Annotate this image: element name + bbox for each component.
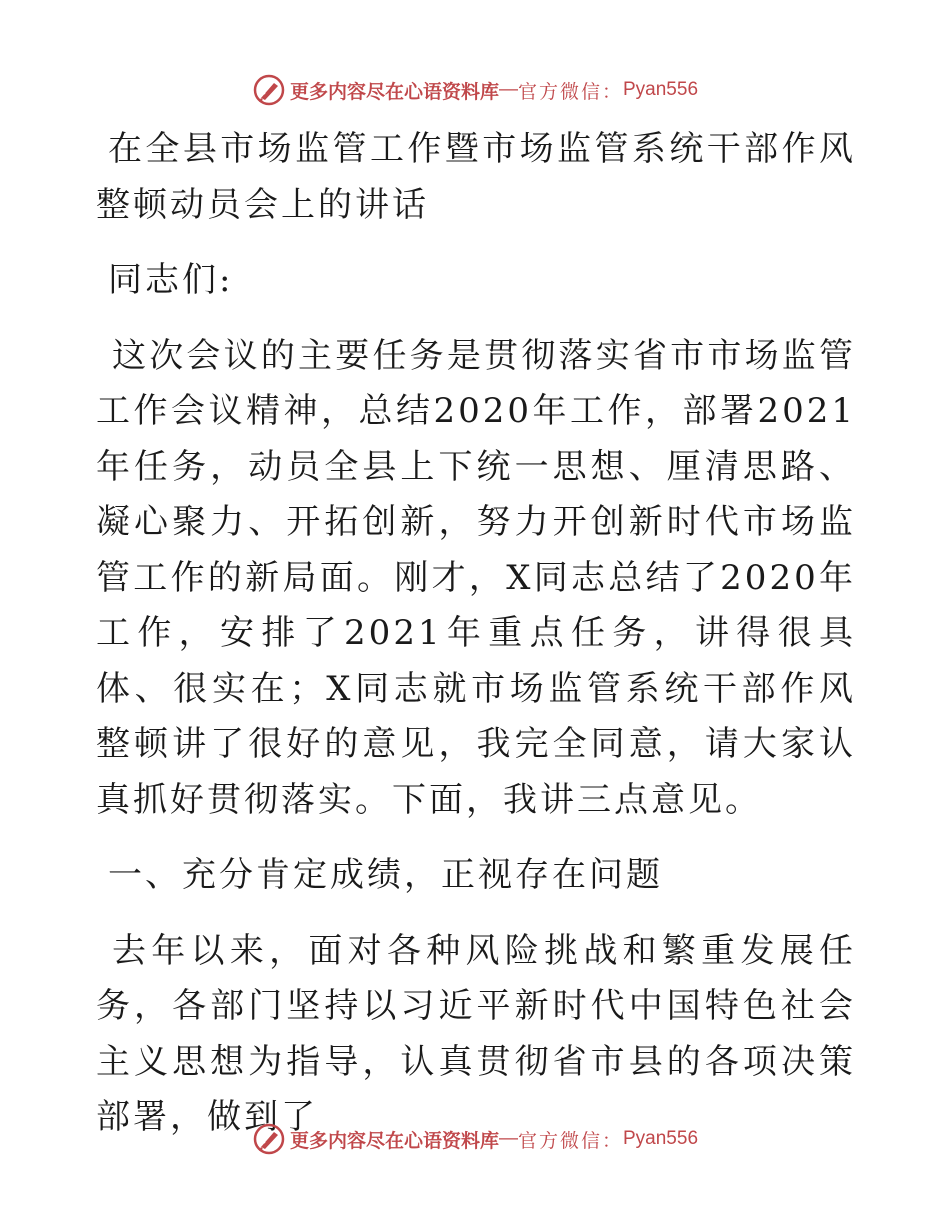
banner-brand-text: 更多内容尽在心语资料库 [289, 80, 499, 103]
section-heading-1: 一、充分肯定成绩，正视存在问题 [108, 855, 663, 895]
pen-logo-icon [252, 1122, 286, 1156]
paragraph-achievements: 去年以来，面对各种风险挑战和繁重发展任务，各部门坚持以习近平新时代中国特色社会主义思想为指导，认真贯彻省市县的各项决策部署，做到了 [96, 930, 856, 1137]
banner-official-label: 官方微信： [517, 80, 623, 103]
greeting: 同志们: [108, 260, 234, 300]
banner-brand-text: 更多内容尽在心语资料库 [289, 1129, 499, 1152]
paragraph-intro: 这次会议的主要任务是贯彻落实省市市场监管工作会议精神，总结2020年工作，部署2021年任务，动员全县上下统一思想、厘清思路、凝心聚力、开拓创新，努力开创新时代市场监管工作的新局面。刚才，X同志总结了2020年工作，安排了2021年重点任务，讲得很具体、很实在；X同志就市场监管系统干部作风整顿讲了很好的意见，我完全同意，请大家认真抓好贯彻落实。下面，我讲三点意见。 [96, 335, 856, 820]
banner-wechat-id: Pyan556 [623, 79, 699, 100]
document-title: 在全县市场监管工作暨市场监管系统干部作风整顿动员会上的讲话 [96, 129, 856, 225]
header-watermark-banner [0, 70, 950, 110]
banner-wechat-id: Pyan556 [623, 1128, 699, 1149]
footer-watermark-banner [0, 1119, 950, 1159]
banner-dash: — [498, 79, 518, 100]
document-body [96, 122, 856, 1166]
pen-logo-icon [252, 73, 286, 107]
banner-official-label: 官方微信： [517, 1129, 623, 1152]
banner-dash: — [498, 1128, 518, 1149]
